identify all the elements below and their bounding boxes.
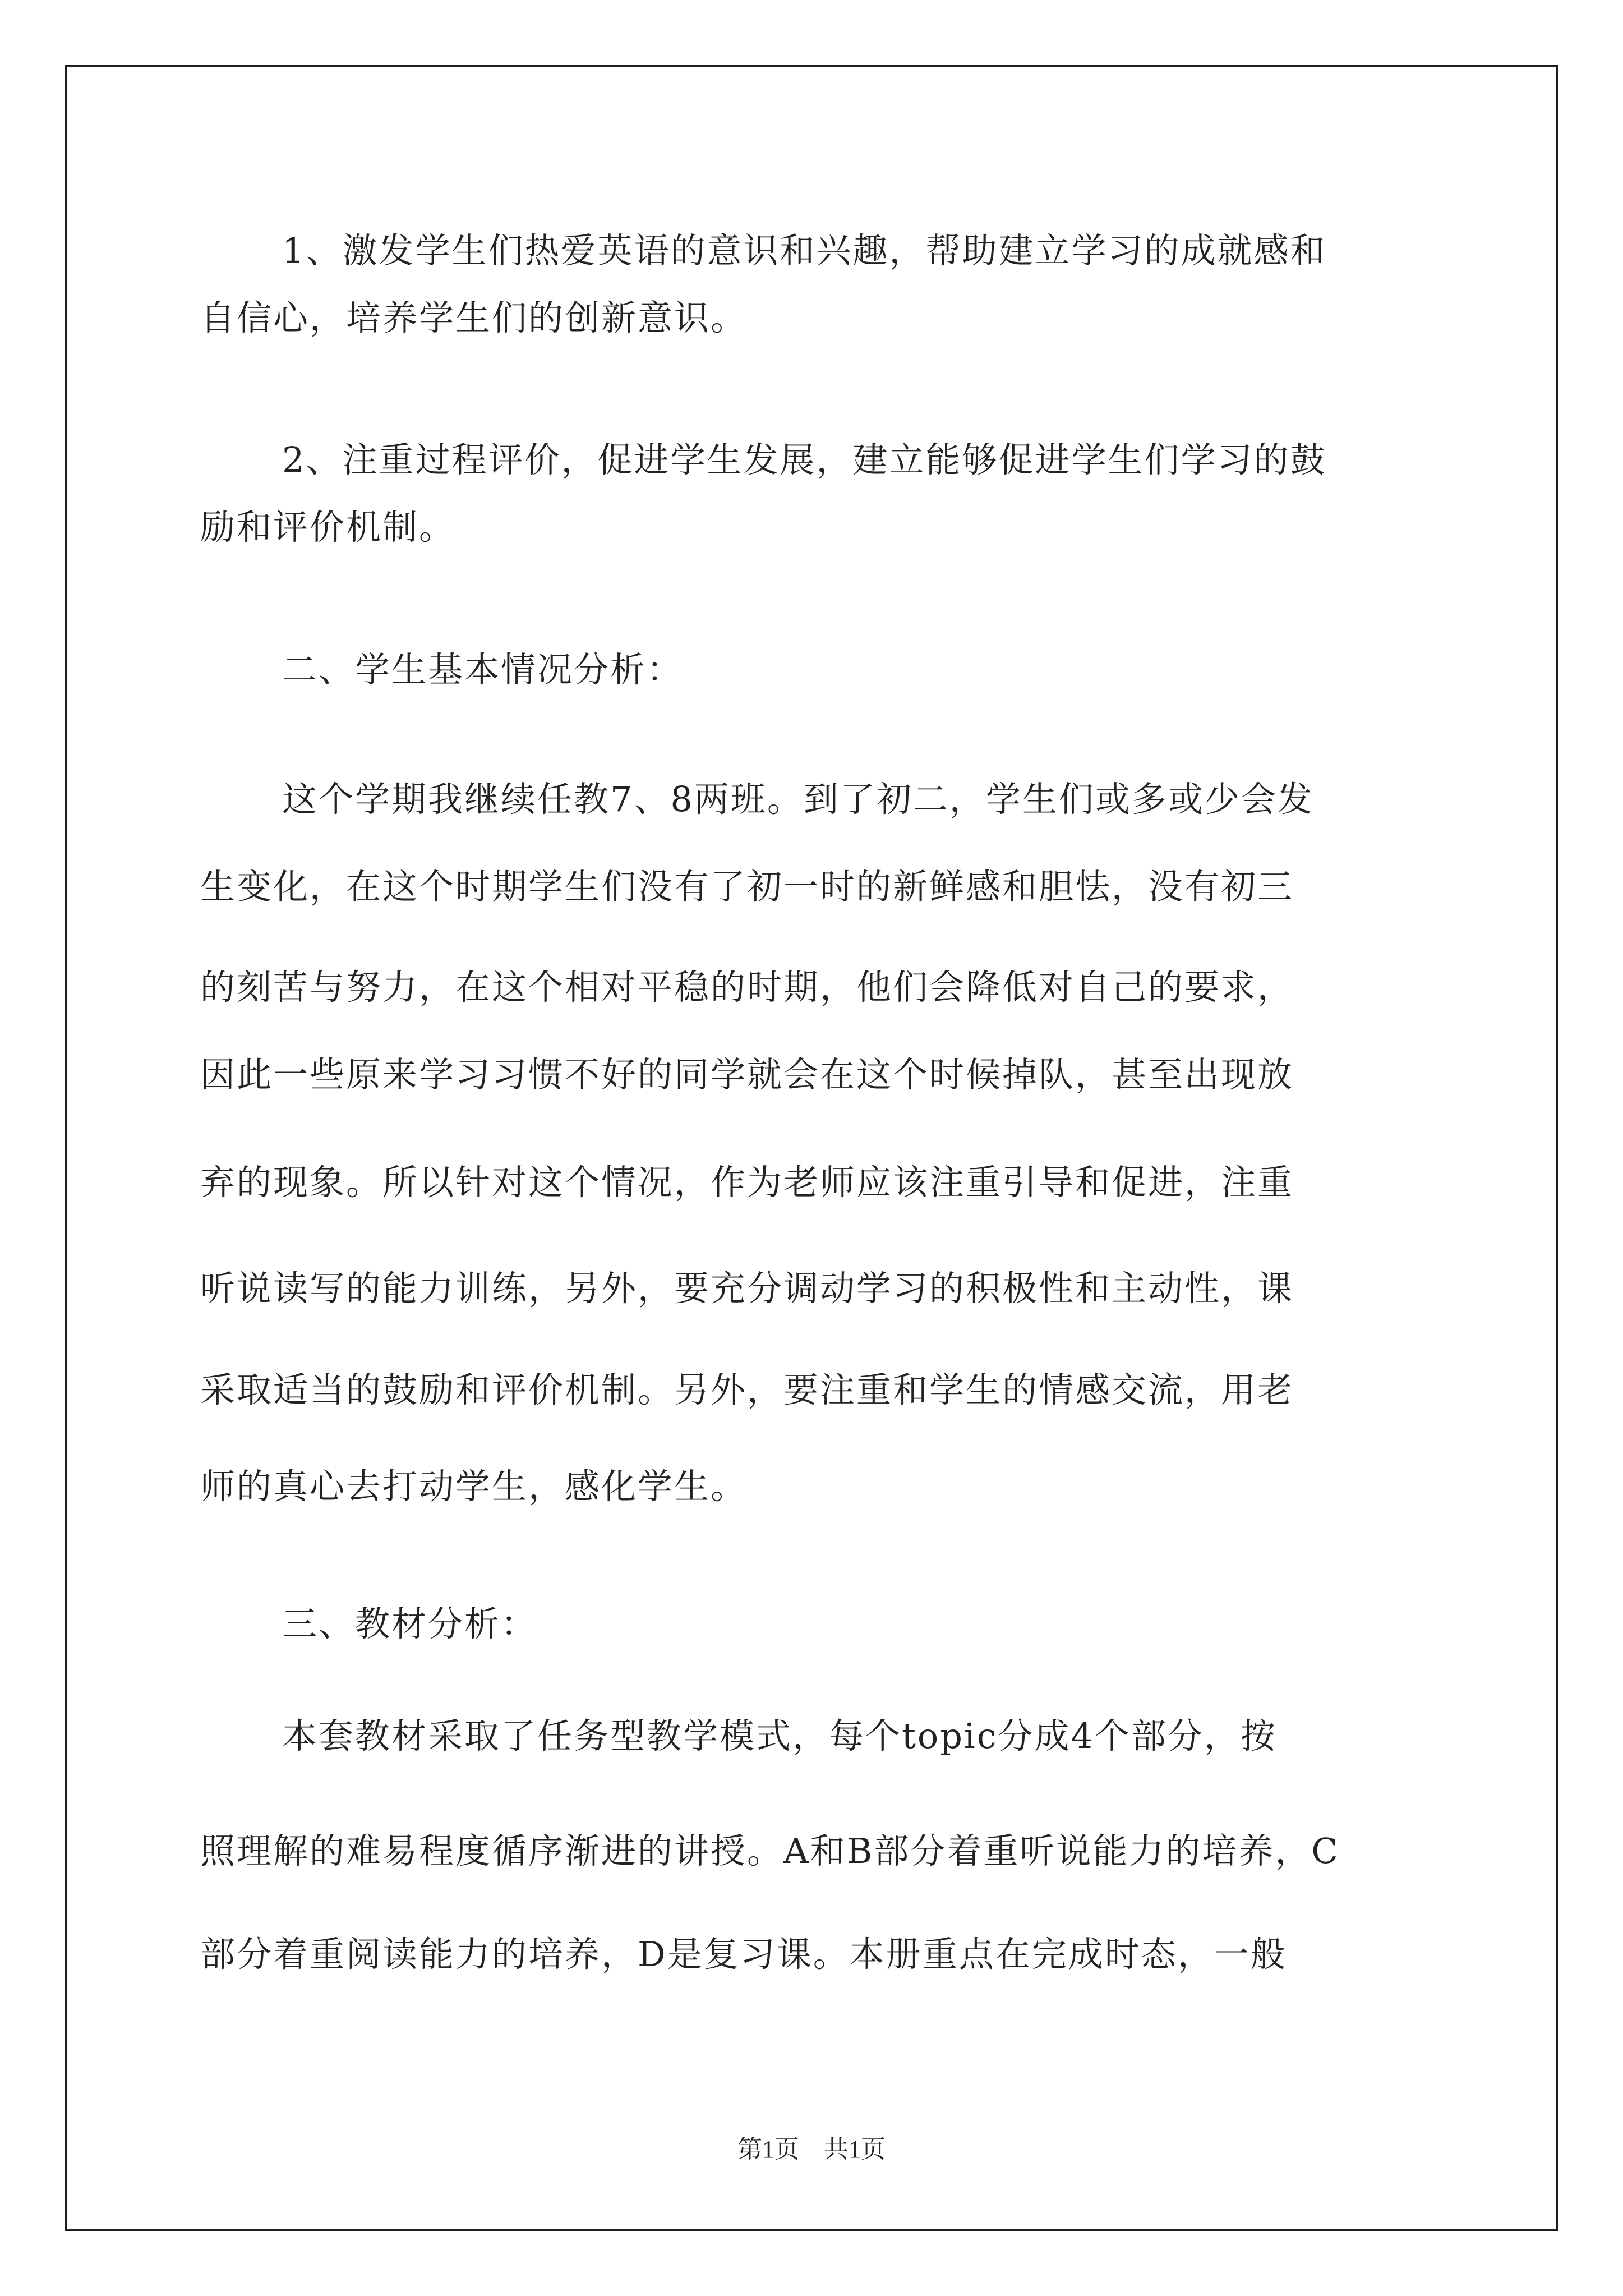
paragraph-4-line-1: 本套教材采取了任务型教学模式，每个topic分成4个部分，按: [282, 1715, 1277, 1756]
paragraph-3-line-2: 生变化，在这个时期学生们没有了初一时的新鲜感和胆怯，没有初三: [200, 866, 1294, 907]
paragraph-3-line-1: 这个学期我继续任教7、8两班。到了初二，学生们或多或少会发: [282, 779, 1314, 820]
section-heading-textbook-analysis: 三、教材分析：: [282, 1603, 538, 1644]
paragraph-1-line-1: 1、激发学生们热爱英语的意识和兴趣，帮助建立学习的成就感和: [282, 230, 1327, 271]
page-border: [65, 65, 1558, 2231]
section-heading-student-analysis: 二、学生基本情况分析：: [282, 649, 684, 690]
paragraph-3-line-3: 的刻苦与努力，在这个相对平稳的时期，他们会降低对自己的要求，: [200, 967, 1294, 1007]
paragraph-2-line-1: 2、注重过程评价，促进学生发展，建立能够促进学生们学习的鼓: [282, 439, 1327, 480]
paragraph-3-line-5: 弃的现象。所以针对这个情况，作为老师应该注重引导和促进，注重: [200, 1162, 1294, 1203]
paragraph-4-line-2: 照理解的难易程度循序渐进的讲授。A和B部分着重听说能力的培养，C: [200, 1830, 1340, 1871]
paragraph-1-line-2: 自信心，培养学生们的创新意识。: [200, 297, 748, 338]
paragraph-3-line-4: 因此一些原来学习习惯不好的同学就会在这个时候掉队，甚至出现放: [200, 1054, 1294, 1095]
paragraph-2-line-2: 励和评价机制。: [200, 507, 456, 547]
paragraph-3-line-8: 师的真心去打动学生，感化学生。: [200, 1466, 748, 1507]
page-footer: 第1页 共1页: [737, 2136, 886, 2163]
paragraph-3-line-6: 听说读写的能力训练，另外，要充分调动学习的积极性和主动性，课: [200, 1268, 1294, 1309]
paragraph-3-line-7: 采取适当的鼓励和评价机制。另外，要注重和学生的情感交流，用老: [200, 1369, 1294, 1410]
paragraph-4-line-3: 部分着重阅读能力的培养，D是复习课。本册重点在完成时态，一般: [200, 1934, 1287, 1975]
